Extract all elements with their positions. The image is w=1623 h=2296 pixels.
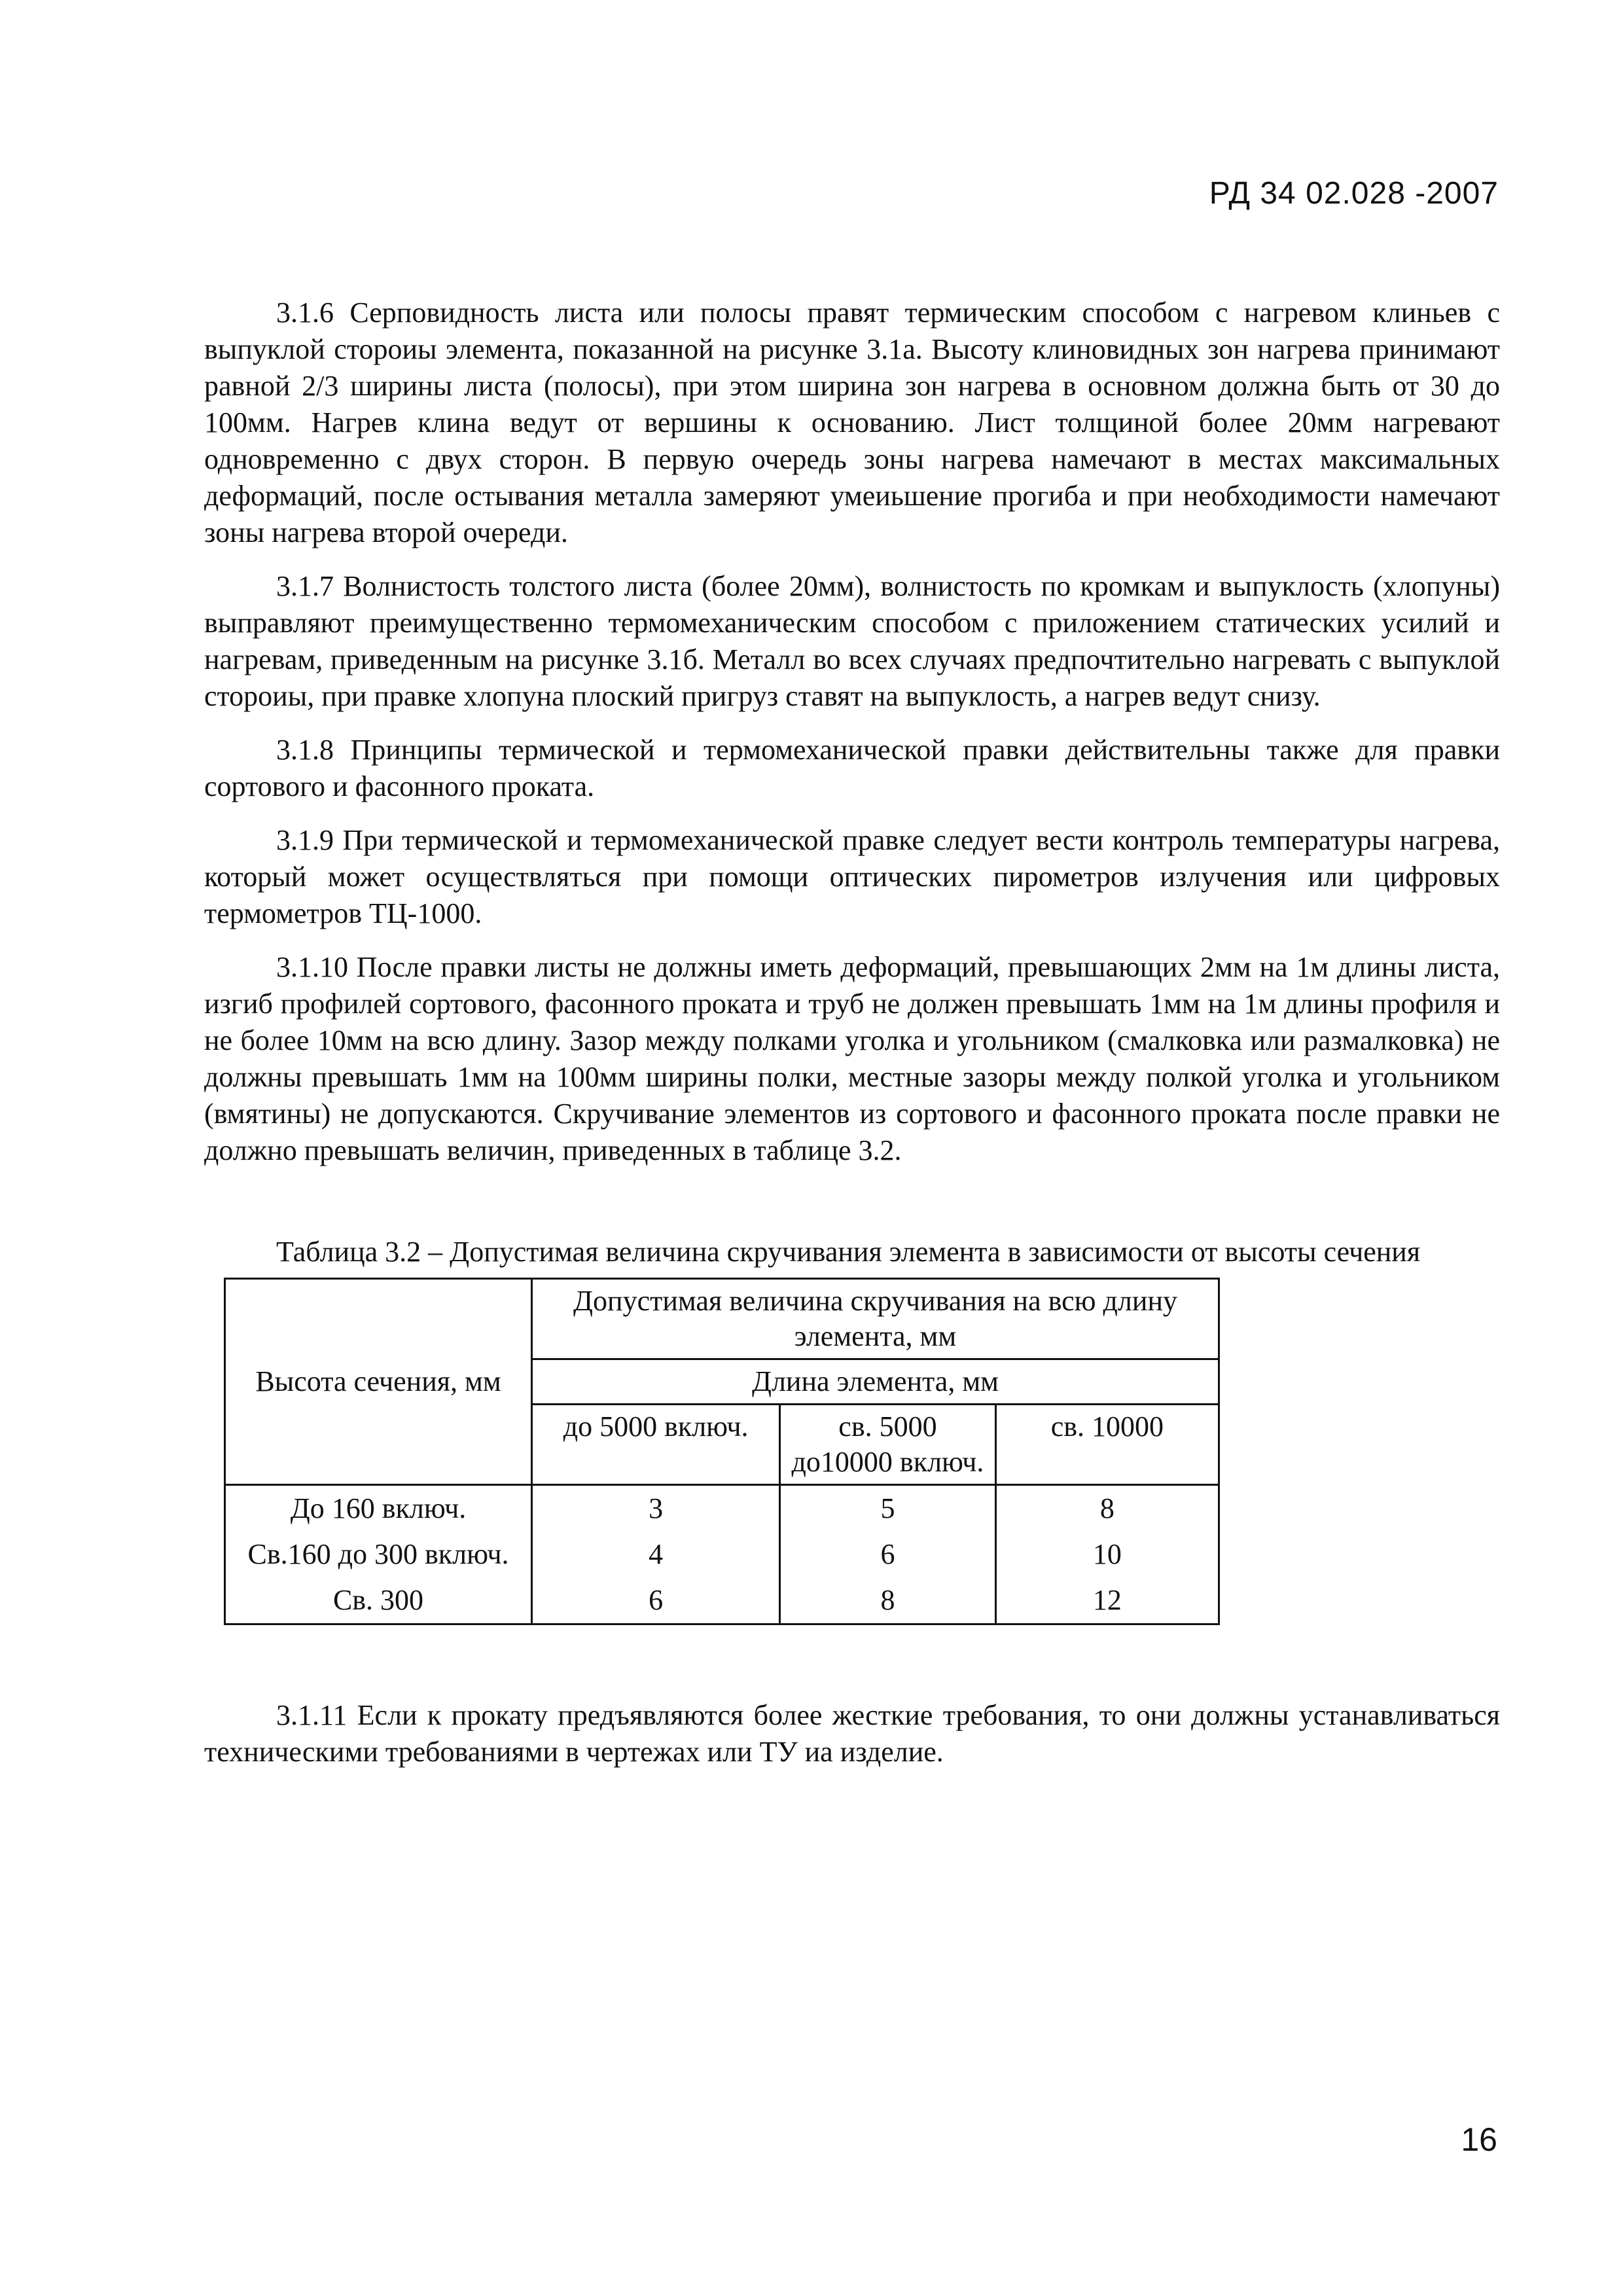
paragraph-3-1-6: 3.1.6 Серповидность листа или полосы правят термическим способом с нагревом клиньев с выпуклой стороиы элемента, показанной на рисунке 3.1а. Высоту клиновидных зон нагрева принимают равной 2/3 ширины листа (полосы), при этом ширина зон нагрева в основном должна быть от 30 до 100мм. Нагрев клина ведут от вершины к основанию. Лист толщиной более 20мм нагревают одновременно с двух сторон. В первую очередь зоны нагрева намечают в местах максимальных деформаций, после остывания металла замеряют умеиьшение прогиба и при необходимости намечают зоны нагрева второй очереди.	[204, 296, 1500, 548]
table-cell: 10	[995, 1532, 1219, 1577]
row-height-label: До 160 включ.	[225, 1485, 532, 1532]
row-height-label: Св. 300	[225, 1577, 532, 1624]
header-element-length: Длина элемента, мм	[532, 1359, 1219, 1405]
paragraph-3-1-8: 3.1.8 Принципы термической и термомеханической правки действительны также для правки сортового и фасонного проката.	[204, 734, 1500, 802]
paragraph-3-1-7: 3.1.7 Волнистость толстого листа (более 20мм), волнистость по кромкам и выпуклость (хлопуны) выправляют преимущественно термомеханическим способом с приложением статических усилий и нагревам, приведенным на рисунке 3.1б. Металл во всех случаях предпочтительно нагревать с выпуклой стороиы, при правке хлопуна плоский пригруз ставят на выпуклость, а нагрев ведут снизу.	[204, 570, 1500, 712]
paragraph-3-1-9: 3.1.9 При термической и термомеханической правке следует вести контроль температуры нагрева, который может осуществляться при помощи оптических пирометров излучения или цифровых термометров ТЦ-1000.	[204, 824, 1500, 929]
table-cell: 8	[995, 1485, 1219, 1532]
paragraph-3-1-10: 3.1.10 После правки листы не должны иметь деформаций, превышающих 2мм на 1м длины листа, изгиб профилей сортового, фасонного проката и труб не должен превышать 1мм на 1м длины профиля и не более 10мм на всю длину. Зазор между полками уголка и угольником (смалковка или размалковка) не должны превышать 1мм на 100мм ширины полки, местные зазоры между полкой уголка и угольником (вмятины) не допускаются. Скручивание элементов из сортового и фасонного проката после правки не должно превышать величин, приведенных в таблице 3.2.	[204, 951, 1500, 1166]
table-caption: Таблица 3.2 – Допустимая величина скручивания элемента в зависимости от высоты сечения	[276, 1236, 1421, 1268]
table-row	[225, 1577, 1219, 1624]
twist-tolerance-table	[224, 1278, 1220, 1625]
document-code: РД 34 02.028 -2007	[1209, 176, 1499, 211]
table-cell: 6	[780, 1532, 995, 1577]
column-header: св. 10000	[995, 1405, 1219, 1485]
page-number: 16	[1461, 2121, 1497, 2158]
table-cell: 4	[532, 1532, 780, 1577]
page-body	[204, 295, 1500, 1787]
header-allowed-twist: Допустимая величина скручивания на всю длину элемента, мм	[532, 1279, 1219, 1359]
table-row	[225, 1532, 1219, 1577]
table-cell: 6	[532, 1577, 780, 1624]
table-row	[225, 1485, 1219, 1532]
paragraph-3-1-11: 3.1.11 Если к прокату предъявляются более жесткие требования, то они должны устанавливаться техническими требованиями в чертежах или ТУ иа изделие.	[204, 1699, 1500, 1768]
row-height-label: Св.160 до 300 включ.	[225, 1532, 532, 1577]
column-header: до 5000 включ.	[532, 1405, 780, 1485]
header-section-height: Высота сечения, мм	[225, 1279, 532, 1485]
table-cell: 8	[780, 1577, 995, 1624]
table-cell: 5	[780, 1485, 995, 1532]
table-cell: 3	[532, 1485, 780, 1532]
table-cell: 12	[995, 1577, 1219, 1624]
table-header-row	[225, 1279, 1219, 1359]
column-header: св. 5000 до10000 включ.	[780, 1405, 995, 1485]
